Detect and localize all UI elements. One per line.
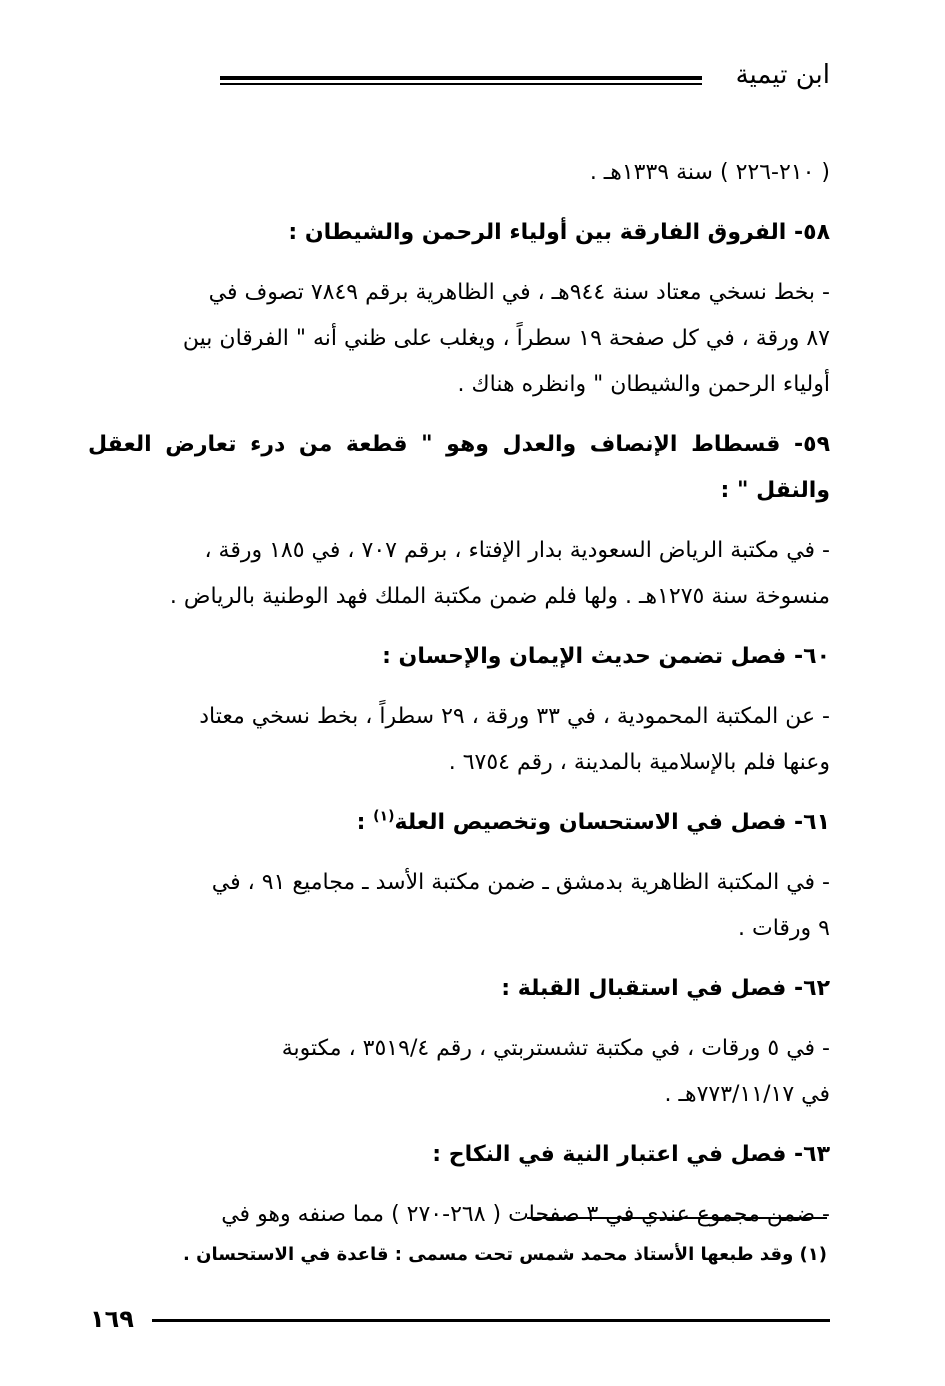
text-line: ٩ ورقات .	[738, 916, 830, 941]
entry-62-description	[88, 1026, 830, 1118]
text-line: ( ٢١٠-٢٢٦ ) سنة ١٣٣٩هـ .	[589, 160, 830, 185]
running-title: ابن تيمية	[735, 60, 830, 90]
entry-61-heading-colon: :	[356, 810, 374, 835]
text-line: - في المكتبة الظاهرية بدمشق ـ ضمن مكتبة الأسد ـ مجاميع ٩١ ، في	[211, 870, 830, 895]
footnote: (١) وقد طبعها الأستاذ محمد شمس تحت مسمى : قاعدة في الاستحسان .	[182, 1244, 827, 1265]
entry-63-heading: ٦٣- فصل في اعتبار النية في النكاح :	[432, 1142, 830, 1167]
entry-60-description	[88, 694, 830, 786]
page-header	[90, 58, 830, 98]
text-line: - في مكتبة الرياض السعودية بدار الإفتاء ، برقم ٧٠٧ ، في ١٨٥ ورقة ،	[204, 538, 830, 563]
entry-57-continuation	[88, 150, 830, 196]
text-line: منسوخة سنة ١٢٧٥هـ . ولها فلم ضمن مكتبة الملك فهد الوطنية بالرياض .	[169, 584, 830, 609]
page-number: ١٦٩	[90, 1305, 134, 1333]
entry-59-heading: ٥٩- قسطاط الإنصاف والعدل وهو " قطعة من درء تعارض العقل والنقل " :	[88, 432, 830, 503]
entry-58-description	[88, 270, 830, 408]
text-line: ٨٧ ورقة ، في كل صفحة ١٩ سطراً ، ويغلب على ظني أنه " الفرقان بين	[182, 326, 830, 351]
footnote-reference[interactable]: (١)	[373, 808, 395, 825]
text-line: في ٧٧٣/١١/١٧هـ .	[664, 1082, 830, 1107]
page-body	[88, 150, 830, 1252]
page-footer	[90, 1305, 830, 1335]
entry-62-heading: ٦٢- فصل في استقبال القبلة :	[501, 976, 830, 1001]
entry-63-description	[88, 1192, 830, 1238]
entry-61-description	[88, 860, 830, 952]
footer-rule	[152, 1319, 830, 1322]
text-line: وعنها فلم بالإسلامية بالمدينة ، رقم ٦٧٥٤ .	[448, 750, 830, 775]
text-line: أولياء الرحمن والشيطان " وانظره هناك .	[457, 372, 830, 397]
text-line: - بخط نسخي معتاد سنة ٩٤٤هـ ، في الظاهرية برقم ٧٨٤٩ تصوف في	[208, 280, 830, 305]
entry-58-heading: ٥٨- الفروق الفارقة بين أولياء الرحمن والشيطان :	[288, 220, 830, 245]
text-line: - عن المكتبة المحمودية ، في ٣٣ ورقة ، ٢٩ سطراً ، بخط نسخي معتاد	[199, 704, 830, 729]
footnote-separator	[527, 1217, 827, 1219]
header-double-rule	[220, 76, 702, 85]
entry-59-description	[88, 528, 830, 620]
text-line: - ضمن مجموع عندي في ٣ صفحات ( ٢٦٨-٢٧٠ ) مما صنفه وهو في	[221, 1202, 830, 1227]
text-line: - في ٥ ورقات ، في مكتبة تشستربتي ، رقم ٣٥١٩/٤ ، مكتوبة	[281, 1036, 830, 1061]
entry-60-heading: ٦٠- فصل تضمن حديث الإيمان والإحسان :	[382, 644, 830, 669]
entry-61-heading-text: ٦١- فصل في الاستحسان وتخصيص العلة	[394, 810, 830, 835]
entry-61-heading	[88, 800, 830, 846]
